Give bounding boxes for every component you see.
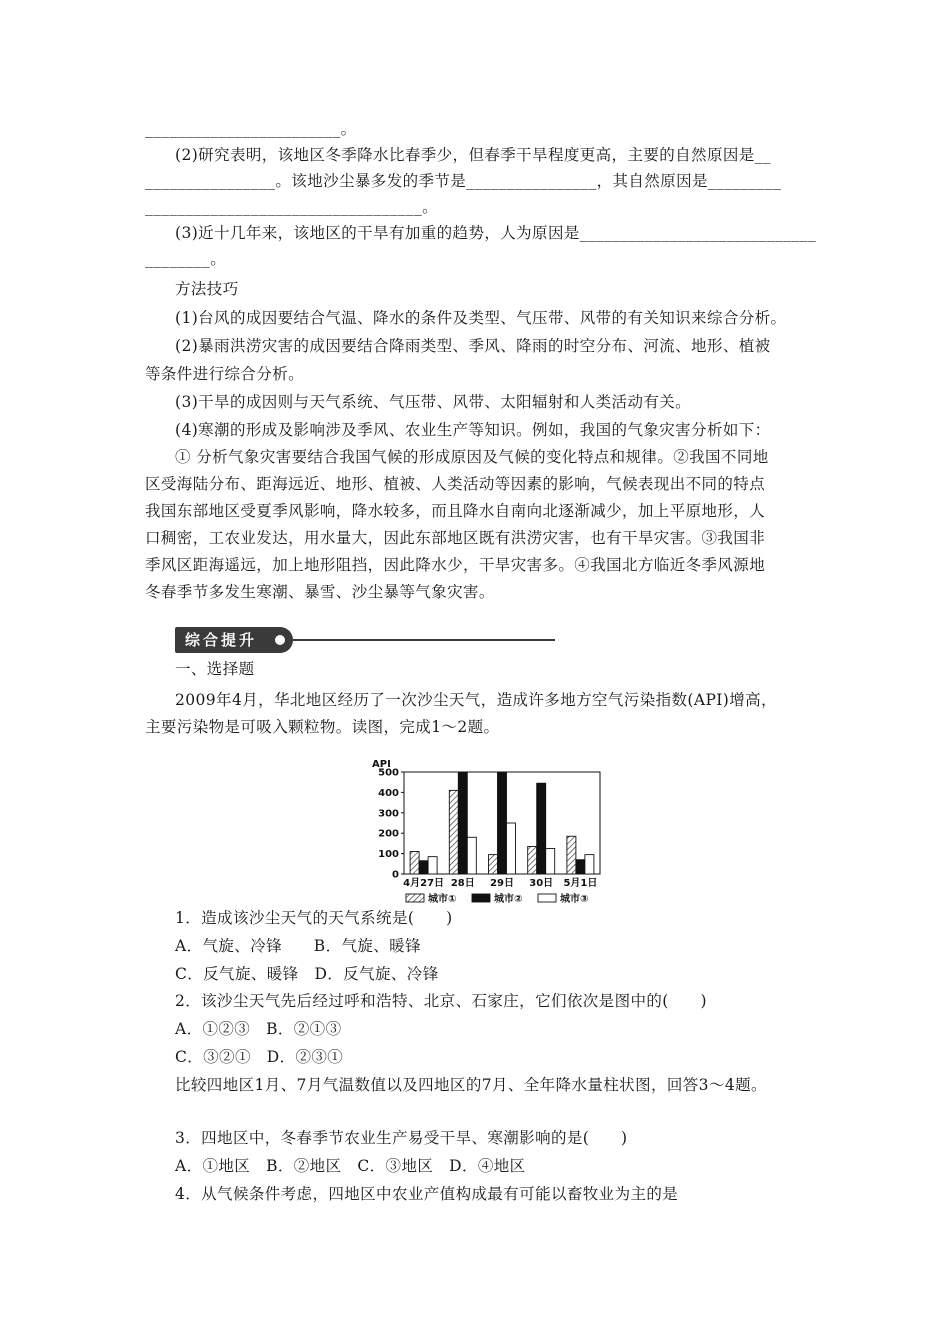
bar <box>546 849 555 875</box>
text-line: A．气旋、冷锋 B．气旋、暖锋 <box>175 937 421 955</box>
text-line: 2．该沙尘天气先后经过呼和浩特、北京、石家庄，它们依次是图中的( ) <box>175 992 707 1010</box>
text-line: __________________________________。 <box>145 198 438 216</box>
text-line: 比较四地区1月、7月气温数值以及四地区的7月、全年降水量柱状图，回答3～4题。 <box>175 1076 767 1094</box>
bar <box>449 790 458 874</box>
legend-label: 城市① <box>428 894 457 905</box>
bar <box>528 846 537 874</box>
bar <box>507 823 516 874</box>
y-tick-label: 400 <box>378 787 399 799</box>
text-line: (1)台风的成因要结合气温、降水的条件及类型、气压带、风带的有关知识来综合分析。 <box>175 309 787 327</box>
text-line: 季风区距海遥远，加上地形阻挡，因此降水少，干旱灾害多。④我国北方临近冬季风源地 <box>145 556 766 574</box>
text-line: 3．四地区中，冬春季节农业生产易受干旱、寒潮影响的是( ) <box>175 1129 628 1147</box>
text-line: 1．造成该沙尘天气的天气系统是( ) <box>175 909 453 927</box>
text-line: (3)干旱的成因则与天气系统、气压带、风带、太阳辐射和人类活动有关。 <box>175 393 692 411</box>
text-line: ________________。该地沙尘暴多发的季节是________________，其自然原因是_________ <box>145 172 782 190</box>
x-tick-label: 5月1日 <box>563 878 598 889</box>
text-line: 冬春季节多发生寒潮、暴雪、沙尘暴等气象灾害。 <box>145 583 495 601</box>
bar <box>467 837 476 874</box>
bar <box>458 772 467 874</box>
api-bar-chart <box>370 758 610 910</box>
text-line: (3)近十几年来，该地区的干旱有加重的趋势，人为原因是_____________________________ <box>175 224 817 242</box>
bar <box>537 783 546 874</box>
x-tick-label: 4月27日 <box>403 878 445 889</box>
section-heading-badge: 综合提升 <box>175 627 293 653</box>
text-line: 一、选择题 <box>175 660 255 678</box>
text-line: 主要污染物是可吸入颗粒物。读图，完成1～2题。 <box>145 718 500 736</box>
text-line: 我国东部地区受夏季风影响，降水较多，而且降水自南向北逐渐减少，加上平原地形，人 <box>145 502 766 520</box>
text-line: 口稠密，工农业发达，用水量大，因此东部地区既有洪涝灾害，也有干旱灾害。③我国非 <box>145 529 766 547</box>
text-line: 2009年4月，华北地区经历了一次沙尘天气，造成许多地方空气污染指数(API)增高， <box>175 691 777 709</box>
bar <box>410 852 419 874</box>
y-tick-label: 200 <box>378 828 399 840</box>
y-tick-label: 100 <box>378 849 399 861</box>
text-line: (2)暴雨洪涝灾害的成因要结合降雨类型、季风、降雨的时空分布、河流、地形、植被 <box>175 337 771 355</box>
text-line: (4)寒潮的形成及影响涉及季风、农业生产等知识。例如，我国的气象灾害分析如下： <box>175 421 771 439</box>
x-tick-label: 29日 <box>490 878 514 889</box>
heading-rule <box>293 639 555 641</box>
text-line: 方法技巧 <box>175 280 239 298</box>
x-tick-label: 28日 <box>450 878 475 889</box>
y-tick-label: 500 <box>378 767 399 779</box>
text-line: (2)研究表明，该地区冬季降水比春季少，但春季干旱程度更高，主要的自然原因是__ <box>175 146 771 164</box>
text-line: ① 分析气象灾害要结合我国气候的形成原因及气候的变化特点和规律。②我国不同地 <box>175 448 769 466</box>
text-line: A．①②③ B．②①③ <box>175 1020 342 1038</box>
bar <box>576 860 585 874</box>
bar <box>498 772 507 874</box>
text-line: ________________________。 <box>145 120 357 138</box>
bar <box>419 861 428 874</box>
y-axis-label: API <box>372 759 391 770</box>
text-line: ________。 <box>145 250 227 268</box>
text-line: 区受海陆分布、距海远近、地形、植被、人类活动等因素的影响，气候表现出不同的特点 <box>145 475 766 493</box>
legend-label: 城市③ <box>560 894 589 905</box>
legend-swatch <box>538 894 556 902</box>
legend-swatch <box>406 894 424 902</box>
bullet-dot-icon <box>275 635 285 645</box>
text-line: 4．从气候条件考虑，四地区中农业产值构成最有可能以畜牧业为主的是 <box>175 1185 679 1203</box>
y-tick-label: 0 <box>392 869 399 881</box>
text-line: C．反气旋、暖锋 D．反气旋、冷锋 <box>175 965 439 983</box>
legend-label: 城市② <box>494 894 523 905</box>
text-line: 等条件进行综合分析。 <box>145 365 305 383</box>
y-tick-label: 300 <box>378 808 399 820</box>
legend-swatch <box>472 894 490 902</box>
bar <box>489 855 498 874</box>
bar <box>428 857 437 874</box>
x-tick-label: 30日 <box>529 878 554 889</box>
bar <box>585 855 594 874</box>
text-line: A．①地区 B．②地区 C．③地区 D．④地区 <box>175 1157 526 1175</box>
bar <box>567 836 576 874</box>
text-line: C．③②① D．②③① <box>175 1048 344 1066</box>
